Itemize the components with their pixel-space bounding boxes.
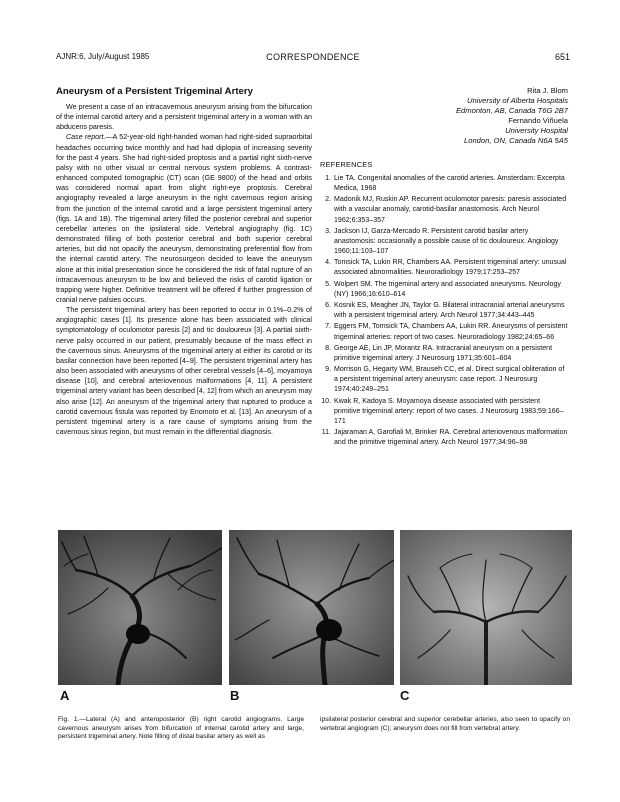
figure-caption-right: ipsilateral posterior cerebral and superior cerebellar arteries, also seen to opacify on vertebral angiogram (C); aneurysm does not fill from vertebral artery. bbox=[320, 716, 570, 732]
right-column bbox=[320, 86, 568, 450]
discussion-paragraph: The persistent trigeminal artery has been reported to occur in 0.1%–0.2% of angiographic cases [1]. Its presence alone has been associated with clinical symptomatology of oculomotor paresis [2] and tic douloureux [3]. A partial sixth-nerve palsy occurred in our patient, presumably because of the mass effect in the cavernous sinus. Aneurysms of the trigeminal artery at either its carotid or its basilar connection have been reported [4–9]. The persistent trigeminal artery has also been associated with aneurysms of other cerebral vessels [4–6], moyamoya disease [10], and cerebral arteriovenous malformations [4, 11]. A persistent trigeminal artery variant has been described [4, 12] from which an aneurysm may also arise [12]. An aneurysm of the trigeminal artery that ruptured to produce a carotid cavernous fistula was reported by Enomoto et al. [13]. An aneurysm of a persistent trigeminal artery is a rare cause of symptoms arising from the cavernous sinus region, but must remain in the differential diagnosis. bbox=[56, 306, 312, 436]
article-column bbox=[56, 86, 312, 437]
running-header bbox=[56, 52, 570, 66]
figure-panels bbox=[58, 530, 572, 685]
reference-item: 9. Morrison G, Hegarty WM, Brauseh CC, et al. Direct surgical obliteration of a persistent trigeminal artery aneurysm: case report. J Neurosurg 1974;40:249–251 bbox=[325, 366, 565, 394]
angiogram-a-image bbox=[58, 530, 222, 685]
case-report-text: —A 52-year-old right-handed woman had right-sided supraorbital headaches occurring twice monthly and had had diplopia of increasing severity for the past 4 years. She had right-sided proptosis and a partial right sixth-nerve palsy with no other visual or central nervous system problems. A contrast-enhanced computed tomographic (CT) scan (GE 9800) of the head and orbits was considered normal apart from slight right-eye proptosis. Cerebral angiography revealed a large aneurysm in the right cavernous region arising from the junction of the internal carotid and a large persistent trigeminal artery (figs. 1A and 1B). The trigeminal artery filled the posterior cerebral and superior cerebellar arteries on the ipsilateral side. Vertebral angiography (fig. 1C) demonstrated filling of both posterior cerebral and both superior cerebral arteries, but did not opacify the aneurysm, demonstrating preferential flow from the internal carotid artery. The neurosurgeon decided to leave the aneurysm alone at this initial presentation since he considered the risk of fatal rupture of an intracavernous aneurysm to be low and believed the risks of carotid ligation or trapping were higher. Definitive treatment will be offered if further progression of cranial nerve palsies occurs. bbox=[56, 133, 312, 304]
case-report-paragraph bbox=[56, 132, 312, 305]
reference-item: 6. Kosnik ES, Meagher JN, Taylor G. Bilateral intracranial arterial aneurysms with a persistent trigeminal artery. Arch Neurol 1977;34:443–445 bbox=[325, 302, 565, 320]
reference-item: 11. Jajaraman A, Garofiali M, Brinker RA. Cerebral arteriovenous malformation and the primitive trigeminal artery. Arch Neurol 1977;34:96–98 bbox=[321, 429, 568, 447]
author-name: Rita J. Blom bbox=[527, 86, 568, 95]
reference-item: 1. Lie TA. Congenital anomalies of the carotid arteries. Amsterdam: Excerpta Medica, 1968 bbox=[325, 175, 565, 193]
panel-label-c: C bbox=[400, 688, 410, 703]
reference-item: 7. Eggers FM, Tomsick TA, Chambers AA, Lukin RR. Aneurysms of persistent trigeminal arteries: report of two cases. Neuroradiology 1982;24:65–66 bbox=[325, 323, 568, 341]
references-heading: REFERENCES bbox=[320, 160, 373, 169]
page-number: 651 bbox=[554, 52, 570, 62]
angiogram-b-image bbox=[229, 530, 394, 685]
intro-paragraph: We present a case of an intracavernous aneurysm arising from the bifurcation of the internal carotid artery and a persistent trigeminal artery in a woman with an abducens paresis. bbox=[56, 103, 312, 132]
author-affiliation: University Hospital bbox=[505, 126, 568, 135]
article-title: Aneurysm of a Persistent Trigeminal Artery bbox=[56, 86, 253, 97]
case-report-lead: Case report. bbox=[66, 133, 106, 142]
figure-caption-left: Fig. 1.—Lateral (A) and anteroposterior (B) right carotid angiograms. Large cavernous aneurysm arises from bifurcation of internal carotid artery and large, persistent trigeminal artery. Note filling of distal basilar artery as well as bbox=[58, 716, 304, 741]
journal-info: AJNR:6, July/August 1985 bbox=[56, 52, 150, 61]
author-block-2 bbox=[320, 116, 568, 146]
author-affiliation: University of Alberta Hospitals bbox=[466, 96, 568, 105]
angiogram-c-image bbox=[400, 530, 572, 685]
reference-item: 10. Kwak R, Kadoya S. Moyamoya disease associated with persistent primitive trigeminal artery: report of two cases. J Neurosurg 1983;59:166–171 bbox=[321, 397, 564, 425]
panel-label-b: B bbox=[230, 688, 240, 703]
references-list bbox=[320, 174, 568, 448]
author-address: Edmonton, AB, Canada T6G 2B7 bbox=[455, 106, 568, 115]
reference-item: 3. Jackson IJ, Garza-Mercado R. Persistent carotid basilar artery anastomosis: occasionally a possible cause of tic douloureux. Angiology 1960;11:103–107 bbox=[325, 227, 559, 256]
author-name: Fernando Viñuela bbox=[508, 116, 568, 125]
author-address: London, ON, Canada N6A 5A5 bbox=[464, 136, 568, 145]
reference-item: 8. George AE, Lin JP, Morantz RA. Intracranial aneurysm on a persistent primitive trigeminal artery. J Neurosurg 1971;35:601–604 bbox=[325, 344, 553, 362]
panel-label-a: A bbox=[60, 688, 70, 703]
reference-item: 4. Tomsick TA, Lukin RR, Chambers AA. Persistent trigeminal artery: unusual associated abnormalities. Neuroradiology 1979;17:253–257 bbox=[325, 259, 567, 277]
section-title: CORRESPONDENCE bbox=[266, 52, 360, 62]
author-block-1 bbox=[320, 86, 568, 116]
reference-item: 5. Wolpert SM. The trigeminal artery and associated aneurysms. Neurology (NY) 1966;16:610–614 bbox=[325, 280, 561, 298]
reference-item: 2. Madonik MJ, Ruskin AP. Recurrent oculomotor paresis: paresis associated with a vascular anomaly, carotid-basilar anastomosis. Arch Neurol 1962;6:353–357 bbox=[325, 196, 567, 224]
